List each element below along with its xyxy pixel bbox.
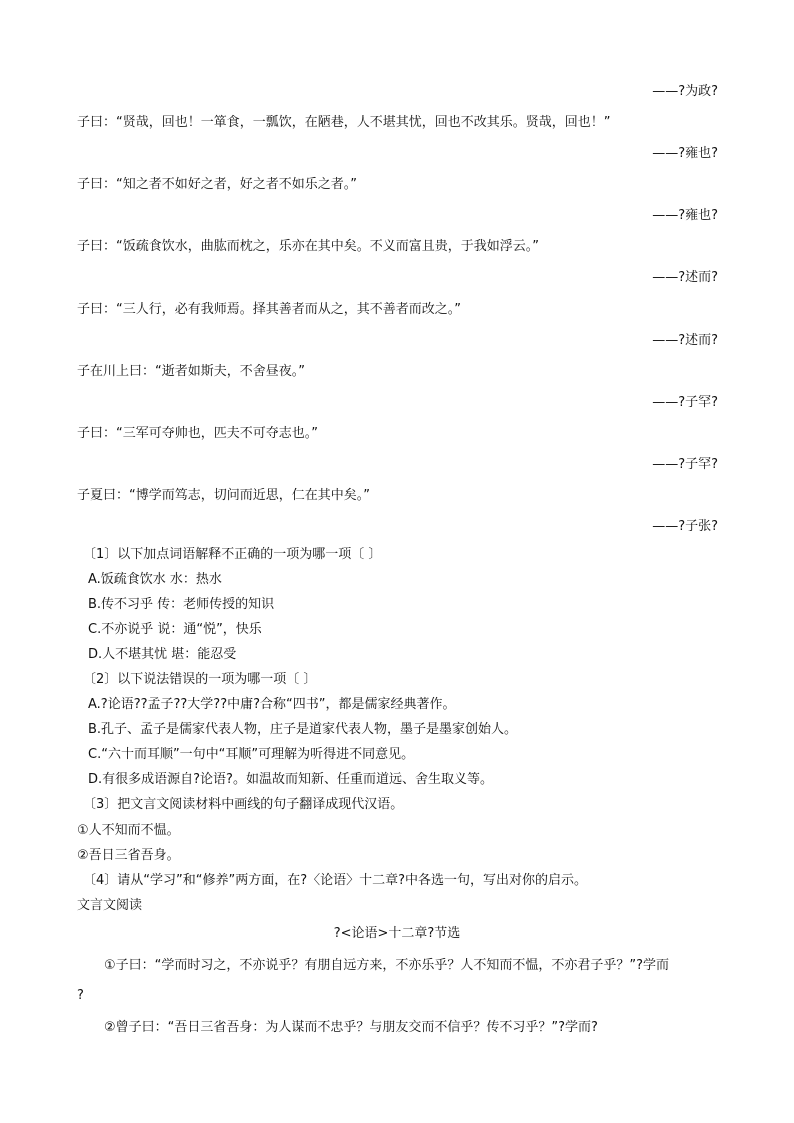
question-3-stem: 〔3〕把文言文阅读材料中画线的句子翻译成现代汉语。 (83, 797, 404, 812)
reading-paragraph-1-continuation: ? (77, 988, 84, 1003)
passage-text: 子曰：“三军可夺帅也，匹夫不可夺志也。” (77, 426, 318, 441)
reading-title: ?<论语>十二章?节选 (333, 926, 461, 941)
source-citation: ——?子罕? (652, 457, 718, 472)
question-2-option-c: C.“六十而耳顺”一句中“耳顺”可理解为听得进不同意见。 (88, 747, 415, 762)
question-1-option-b: B.传不习乎 传：老师传授的知识 (88, 597, 275, 612)
question-1-option-d: D.人不堪其忧 堪：能忍受 (88, 647, 237, 662)
source-citation: ——?子张? (652, 519, 718, 534)
question-1-stem: 〔1〕以下加点词语解释不正确的一项为哪一项〔 〕 (83, 547, 382, 562)
source-citation: ——?为政? (652, 84, 718, 99)
question-1-option-c: C.不亦说乎 说：通“悦”，快乐 (88, 622, 262, 637)
question-3-item-1: ①人不知而不愠。 (77, 823, 180, 838)
source-citation: ——?子罕? (652, 395, 718, 410)
reading-heading: 文言文阅读 (77, 898, 143, 913)
passage-text: 子曰：“三人行，必有我师焉。择其善者而从之，其不善者而改之。” (77, 302, 461, 317)
source-citation: ——?雍也? (652, 208, 718, 223)
passage-text: 子夏曰：“博学而笃志，切问而近思，仁在其中矣。” (77, 488, 370, 503)
passage-text: 子曰：“知之者不如好之者，好之者不如乐之者。” (77, 177, 357, 192)
question-4-stem: 〔4〕请从“学习”和“修养”两方面，在?〈论语〉十二章?中各选一句，写出对你的启示。 (83, 873, 588, 888)
question-2-option-d: D.有很多成语源自?论语?。如温故而知新、任重而道远、舍生取义等。 (88, 772, 493, 787)
source-citation: ——?述而? (652, 270, 718, 285)
passage-text: 子曰：“贤哉，回也！一箪食，一瓢饮，在陋巷，人不堪其忧，回也不改其乐。贤哉，回也！” (77, 115, 611, 130)
passage-text: 子曰：“饭疏食饮水，曲肱而枕之，乐亦在其中矣。不义而富且贵，于我如浮云。” (77, 239, 539, 254)
question-2-option-b: B.孔子、孟子是儒家代表人物，庄子是道家代表人物，墨子是墨家创始人。 (88, 722, 518, 737)
passage-text: 子在川上曰：“逝者如斯夫，不舍昼夜。” (77, 364, 305, 379)
question-2-option-a: A.?论语??孟子??大学??中庸?合称“四书”，都是儒家经典著作。 (88, 697, 456, 712)
reading-paragraph-1: ①子曰：“学而时习之，不亦说乎？有朋自远方来，不亦乐乎？人不知而不愠，不亦君子乎？”?学而 (104, 958, 670, 973)
source-citation: ——?述而? (652, 333, 718, 348)
source-citation: ——?雍也? (652, 146, 718, 161)
question-2-stem: 〔2〕以下说法错误的一项为哪一项〔 〕 (83, 672, 317, 687)
reading-paragraph-2: ②曾子曰：“吾日三省吾身：为人谋而不忠乎？与朋友交而不信乎？传不习乎？”?学而? (104, 1020, 598, 1035)
question-3-item-2: ②吾日三省吾身。 (77, 848, 180, 863)
question-1-option-a: A.饭疏食饮水 水：热水 (88, 572, 222, 587)
